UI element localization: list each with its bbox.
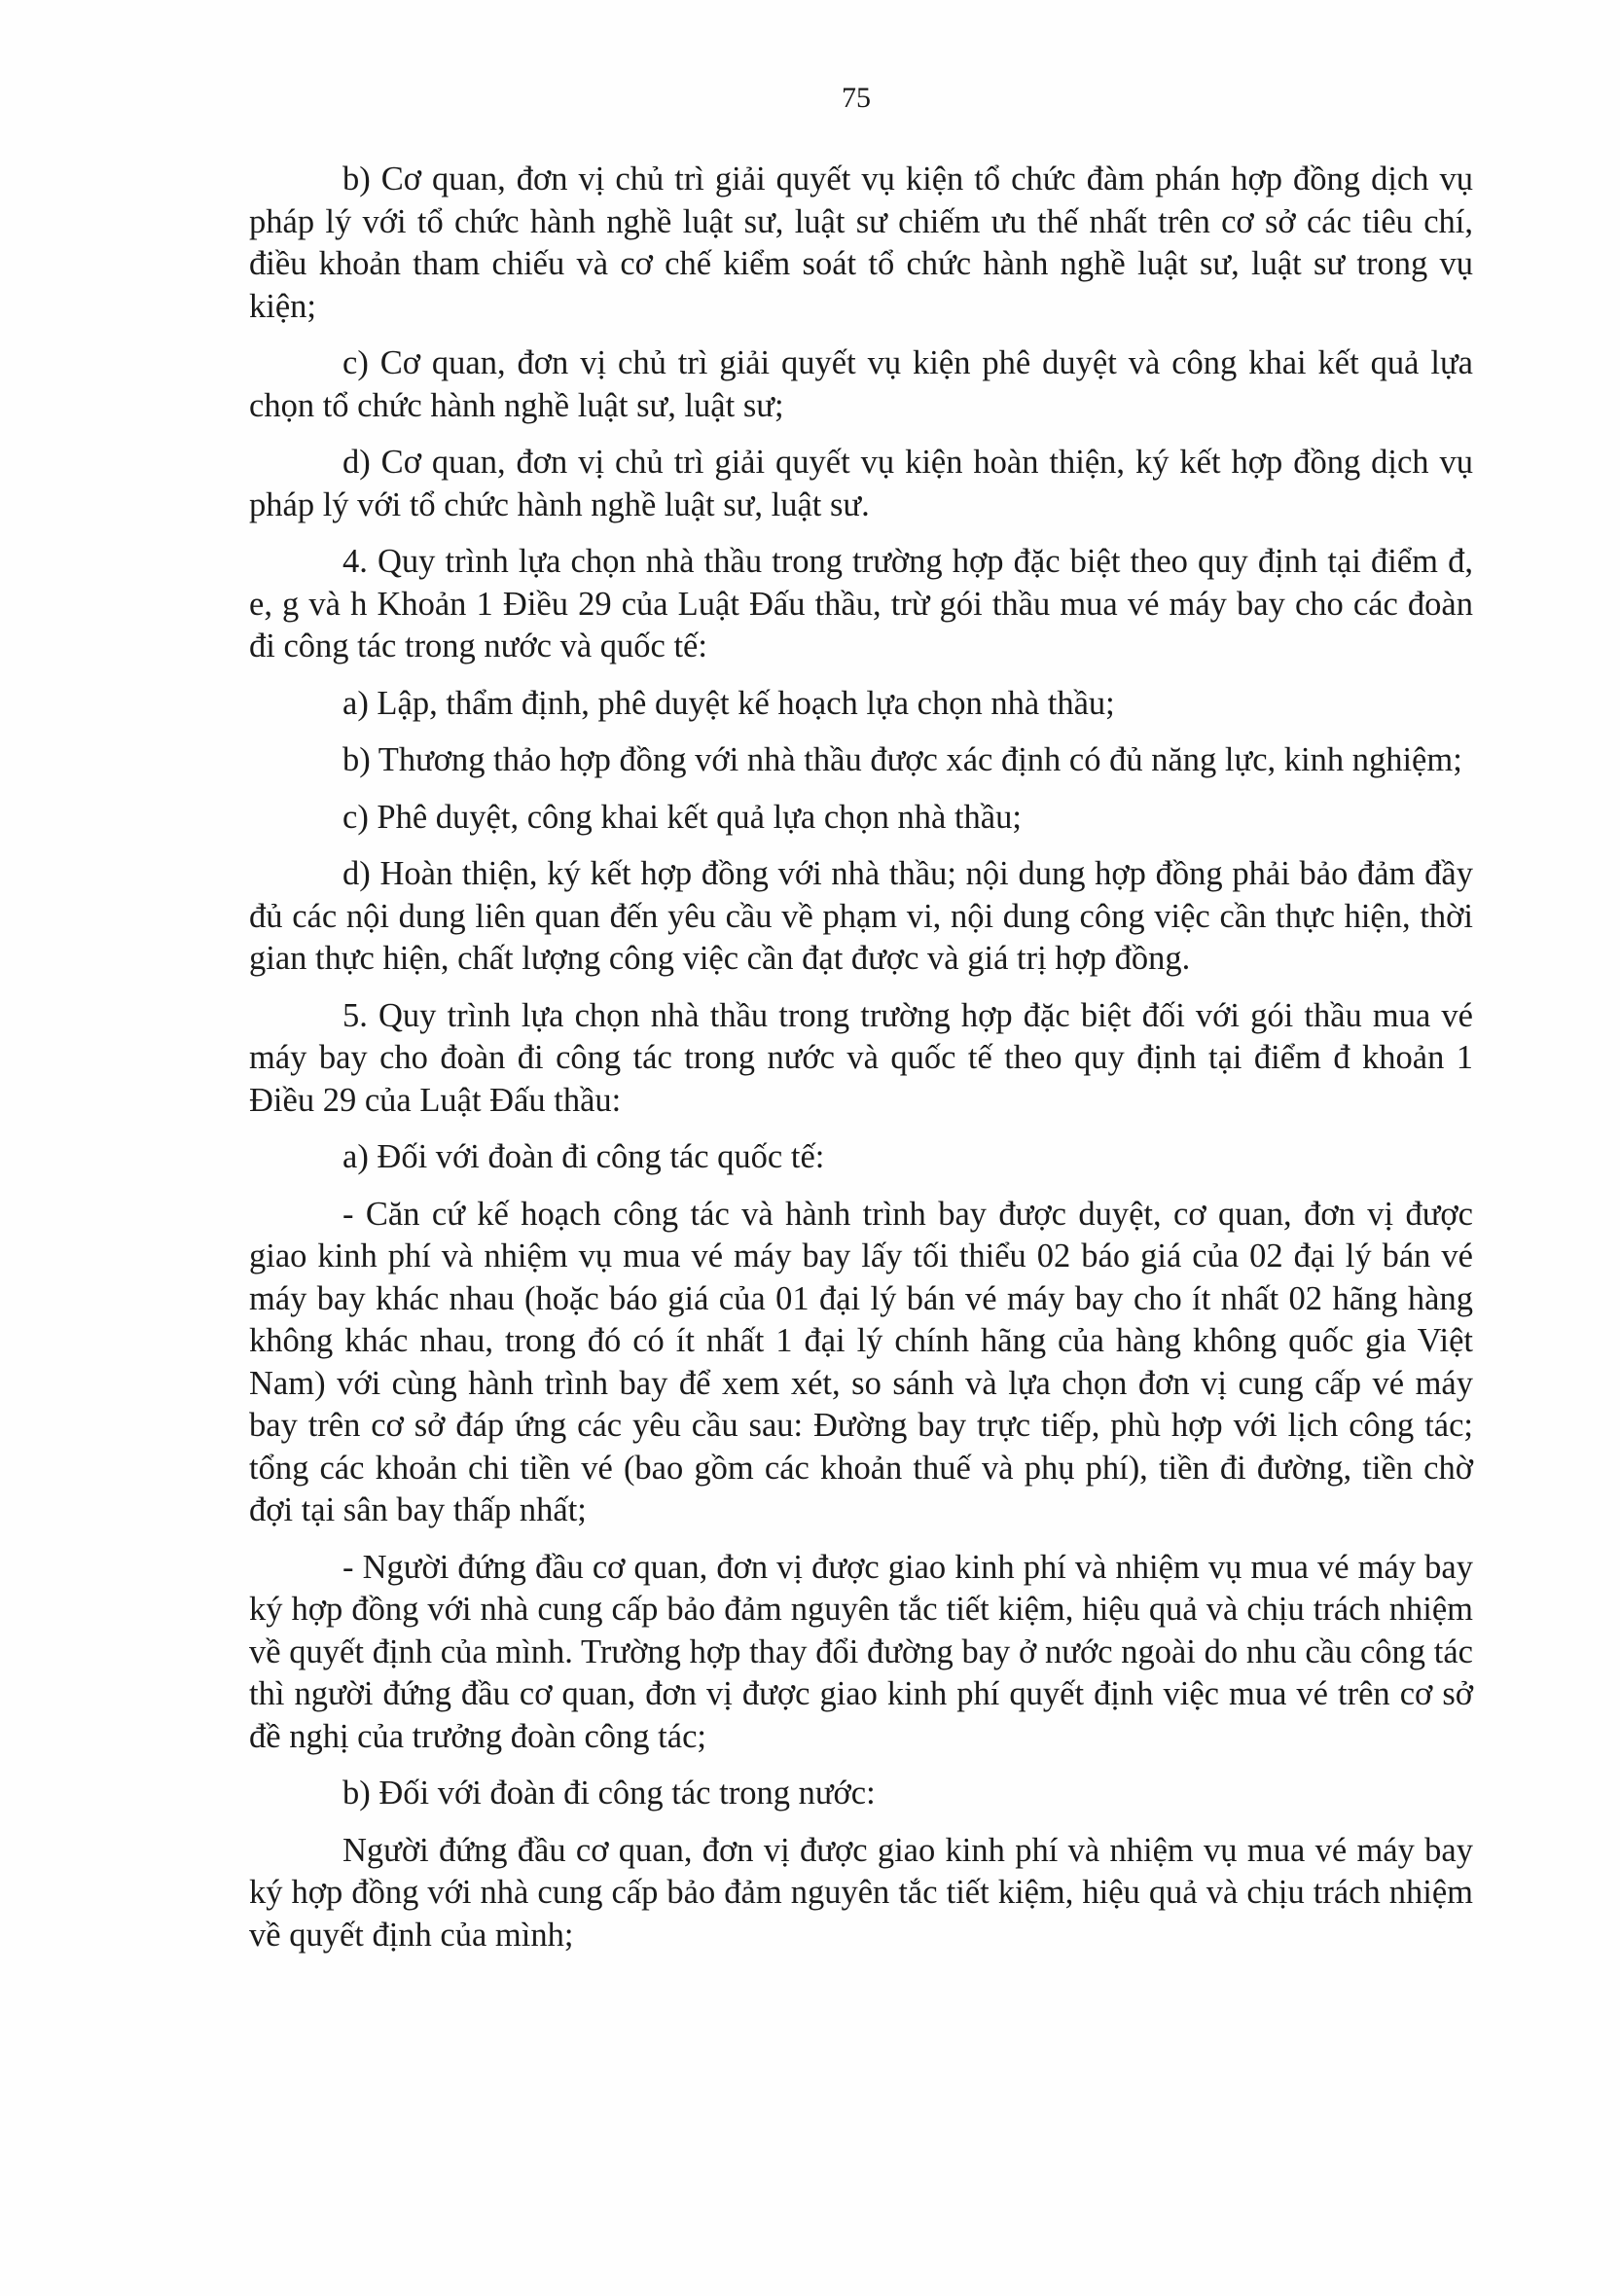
paragraph-5: 5. Quy trình lựa chọn nhà thầu trong trường hợp đặc biệt đối với gói thầu mua vé máy bay cho đoàn đi công tác trong nước và quốc tế theo quy định tại điểm đ khoản 1 Điều 29 của Luật Đấu thầu: (249, 996, 1473, 1119)
paragraph-4b: b) Thương thảo hợp đồng với nhà thầu được xác định có đủ năng lực, kinh nghiệm; (342, 741, 1462, 778)
paragraph-4: 4. Quy trình lựa chọn nhà thầu trong trường hợp đặc biệt theo quy định tại điểm đ, e, g và h Khoản 1 Điều 29 của Luật Đấu thầu, trừ gói thầu mua vé máy bay cho các đoàn đi công tác trong nước và quốc tế: (249, 543, 1473, 664)
paragraph-5a-bullet-1: - Căn cứ kế hoạch công tác và hành trình bay được duyệt, cơ quan, đơn vị được giao kinh phí và nhiệm vụ mua vé máy bay lấy tối thiểu 02 báo giá của 02 đại lý bán vé máy bay khác nhau (hoặc báo giá của 01 đại lý bán vé máy bay cho ít nhất 02 hãng hàng không khác nhau, trong đó có ít nhất 1 đại lý chính hãng của hàng không quốc gia Việt Nam) với cùng hành trình bay để xem xét, so sánh và lựa chọn đơn vị cung cấp vé máy bay trên cơ sở đáp ứng các yêu cầu sau: Đường bay trực tiếp, phù hợp với lịch công tác; tổng các khoản chi tiền vé (bao gồm các khoản thuế và phụ phí), tiền đi đường, tiền chờ đợi tại sân bay thấp nhất; (249, 1195, 1473, 1528)
page-number: 75 (842, 82, 871, 114)
paragraph-4c: c) Phê duyệt, công khai kết quả lựa chọn nhà thầu; (342, 798, 1022, 836)
paragraph-5b-body: Người đứng đầu cơ quan, đơn vị được giao kinh phí và nhiệm vụ mua vé máy bay ký hợp đồng với nhà cung cấp bảo đảm nguyên tắc tiết kiệm, hiệu quả và chịu trách nhiệm về quyết định của mình; (249, 1831, 1473, 1954)
paragraph-3d: d) Cơ quan, đơn vị chủ trì giải quyết vụ kiện hoàn thiện, ký kết hợp đồng dịch vụ pháp lý với tổ chức hành nghề luật sư, luật sư. (249, 444, 1473, 523)
paragraph-4a: a) Lập, thẩm định, phê duyệt kế hoạch lựa chọn nhà thầu; (342, 684, 1115, 722)
paragraph-5b: b) Đối với đoàn đi công tác trong nước: (342, 1775, 876, 1812)
paragraph-3b: b) Cơ quan, đơn vị chủ trì giải quyết vụ kiện tổ chức đàm phán hợp đồng dịch vụ pháp lý với tổ chức hành nghề luật sư, luật sư chiếm ưu thế nhất trên cơ sở các tiêu chí, điều khoản tham chiếu và cơ chế kiểm soát tổ chức hành nghề luật sư, luật sư trong vụ kiện; (249, 161, 1473, 325)
document-body (249, 159, 1473, 1971)
paragraph-3c: c) Cơ quan, đơn vị chủ trì giải quyết vụ kiện phê duyệt và công khai kết quả lựa chọn tổ chức hành nghề luật sư, luật sư; (249, 344, 1473, 424)
paragraph-4d: d) Hoàn thiện, ký kết hợp đồng với nhà thầu; nội dung hợp đồng phải bảo đảm đầy đủ các nội dung liên quan đến yêu cầu về phạm vi, nội dung công việc cần thực hiện, thời gian thực hiện, chất lượng công việc cần đạt được và giá trị hợp đồng. (249, 855, 1473, 977)
paragraph-5a: a) Đối với đoàn đi công tác quốc tế: (342, 1138, 825, 1175)
paragraph-5a-bullet-2: - Người đứng đầu cơ quan, đơn vị được giao kinh phí và nhiệm vụ mua vé máy bay ký hợp đồng với nhà cung cấp bảo đảm nguyên tắc tiết kiệm, hiệu quả và chịu trách nhiệm về quyết định của mình. Trường hợp thay đổi đường bay ở nước ngoài do nhu cầu công tác thì người đứng đầu cơ quan, đơn vị được giao kinh phí quyết định việc mua vé trên cơ sở đề nghị của trưởng đoàn công tác; (249, 1548, 1473, 1755)
